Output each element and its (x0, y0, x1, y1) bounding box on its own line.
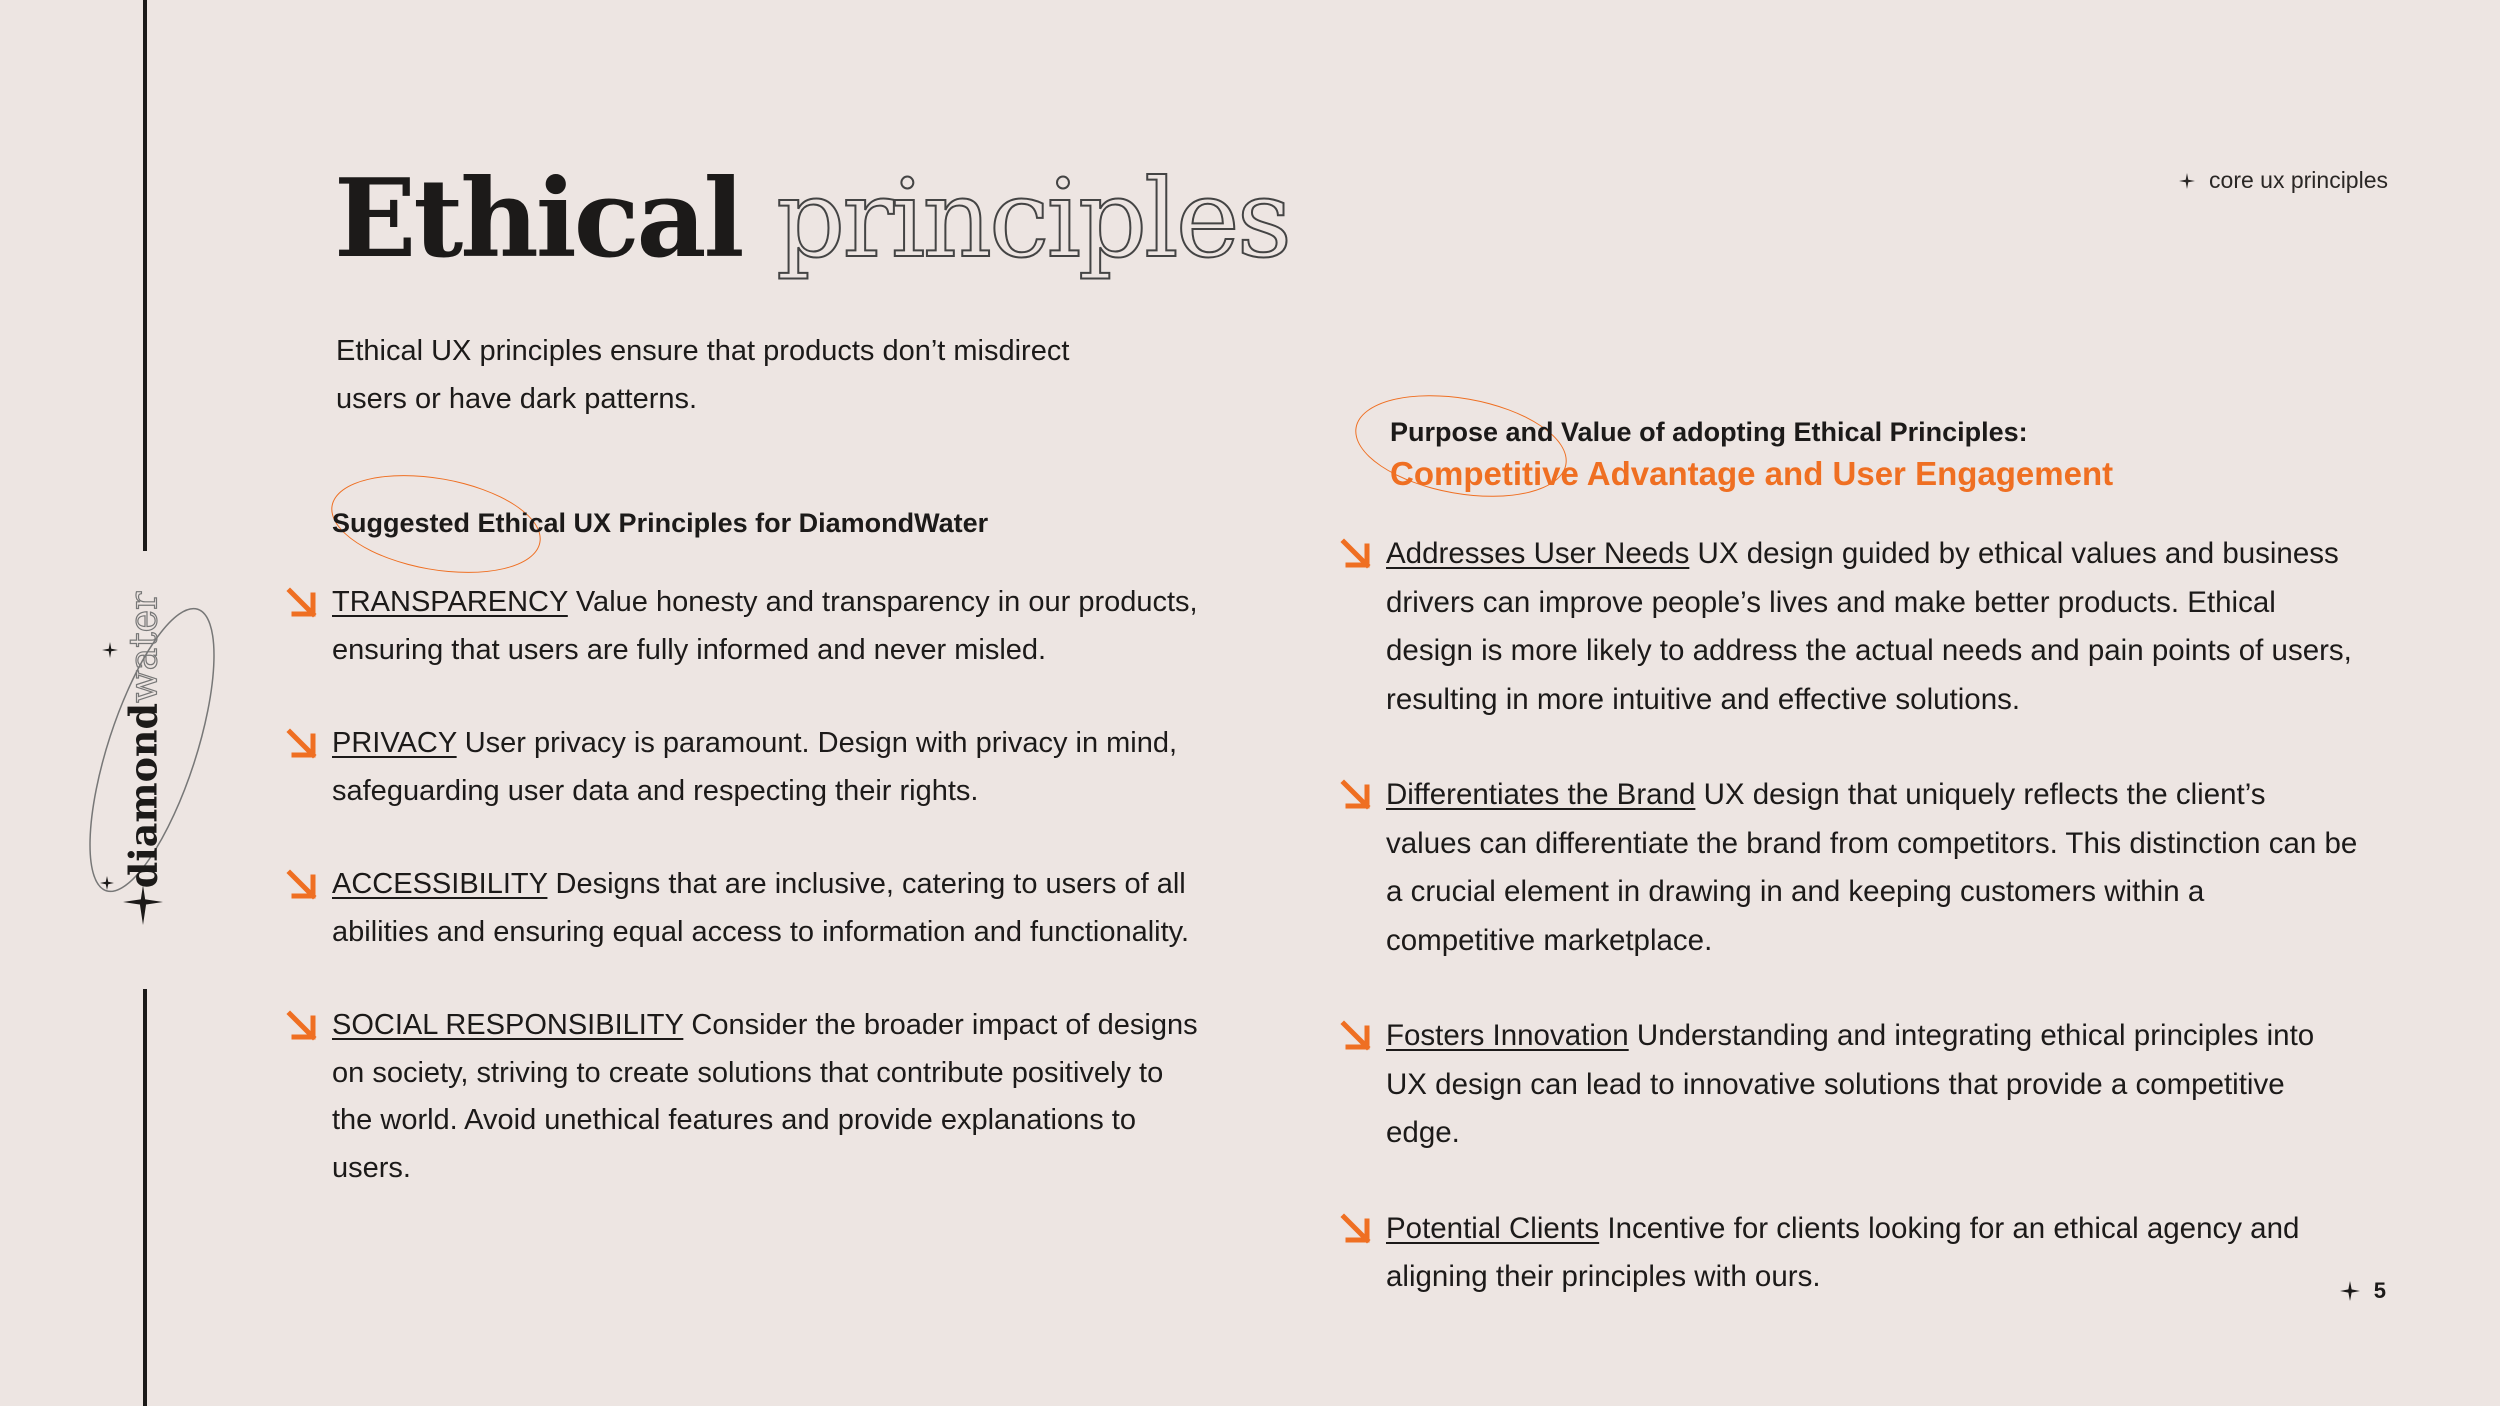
item-text: Designs that are inclusive, catering to users of all abilities and ensuring equal access to information and functionality. (332, 868, 1190, 948)
item-text: Incentive for clients looking for an ethical agency and aligning their principles with ours. (1386, 1211, 2300, 1293)
section-tag-label: core ux principles (2209, 167, 2388, 193)
sparkle-icon (2340, 1281, 2360, 1301)
item-label: Potential Clients (1386, 1211, 1600, 1245)
left-heading: Suggested Ethical UX Principles for DiamondWater (332, 508, 989, 538)
item-label: PRIVACY (332, 727, 457, 759)
title-outline: principles (776, 157, 1290, 282)
item-label: TRANSPARENCY (332, 586, 568, 618)
list-item (1338, 1012, 2358, 1158)
item-label: Fosters Innovation (1386, 1019, 1629, 1052)
list-item (284, 579, 1204, 674)
page-number (2340, 1278, 2386, 1304)
list-item (1338, 530, 2358, 724)
value-list (1338, 530, 2358, 1349)
item-text: Consider the broader impact of designs on society, striving to create solutions that contribute positively to the world. Avoid unethical features and provide explanations to users. (332, 1009, 1198, 1184)
vertical-rule-bottom (143, 989, 147, 1406)
list-item (284, 1002, 1204, 1192)
list-item (284, 720, 1204, 815)
arrow-down-right-icon (1338, 777, 1374, 813)
list-item (1338, 771, 2358, 965)
intro-text: Ethical UX principles ensure that products don’t misdirect users or have dark patterns. (336, 335, 1070, 415)
vertical-rule-top (143, 0, 147, 551)
arrow-down-right-icon (284, 726, 320, 762)
arrow-down-right-icon (1338, 1211, 1374, 1247)
item-label: Addresses User Needs (1386, 537, 1690, 570)
item-text: Understanding and integrating ethical principles into UX design can lead to innovative solutions that provide a competitive edge. (1386, 1019, 2315, 1149)
sparkle-icon (102, 642, 118, 658)
section-tag (2179, 167, 2388, 194)
item-text: UX design guided by ethical values and business drivers can improve people’s lives and make better products. Ethical design is more likely to address the actual needs and pain points of users, resulting in more intuitive and effective solutions. (1386, 537, 2352, 716)
arrow-down-right-icon (1338, 1018, 1374, 1054)
item-text: UX design that uniquely reflects the client’s values can differentiate the brand from competitors. This distinction can be a crucial element in drawing in and keeping customers within a competitive marketplace. (1386, 778, 2358, 957)
page-title (334, 156, 1290, 282)
right-heading: Purpose and Value of adopting Ethical Principles: (1390, 417, 2028, 447)
brand-wordmark-part2: water (121, 591, 166, 703)
right-subheading: Competitive Advantage and User Engagement (1390, 455, 2114, 492)
item-label: Differentiates the Brand (1386, 778, 1696, 811)
item-label: ACCESSIBILITY (332, 868, 548, 900)
item-label: SOCIAL RESPONSIBILITY (332, 1009, 684, 1041)
arrow-down-right-icon (1338, 536, 1374, 572)
arrow-down-right-icon (284, 867, 320, 903)
item-text: Value honesty and transparency in our products, ensuring that users are fully informed and never misled. (332, 586, 1198, 666)
page-number-label: 5 (2373, 1278, 2386, 1303)
arrow-down-right-icon (284, 585, 320, 621)
brand-wordmark (121, 592, 166, 889)
title-bold: Ethical (334, 156, 742, 282)
list-item (1338, 1205, 2358, 1302)
item-text: User privacy is paramount. Design with privacy in mind, safeguarding user data and respecting their rights. (332, 727, 1178, 807)
sparkle-icon (2179, 173, 2195, 189)
brand-wordmark-part1: diamond (120, 702, 166, 889)
principles-list (284, 579, 1204, 1238)
arrow-down-right-icon (284, 1008, 320, 1044)
list-item (284, 861, 1204, 956)
sparkle-icon (123, 885, 163, 925)
